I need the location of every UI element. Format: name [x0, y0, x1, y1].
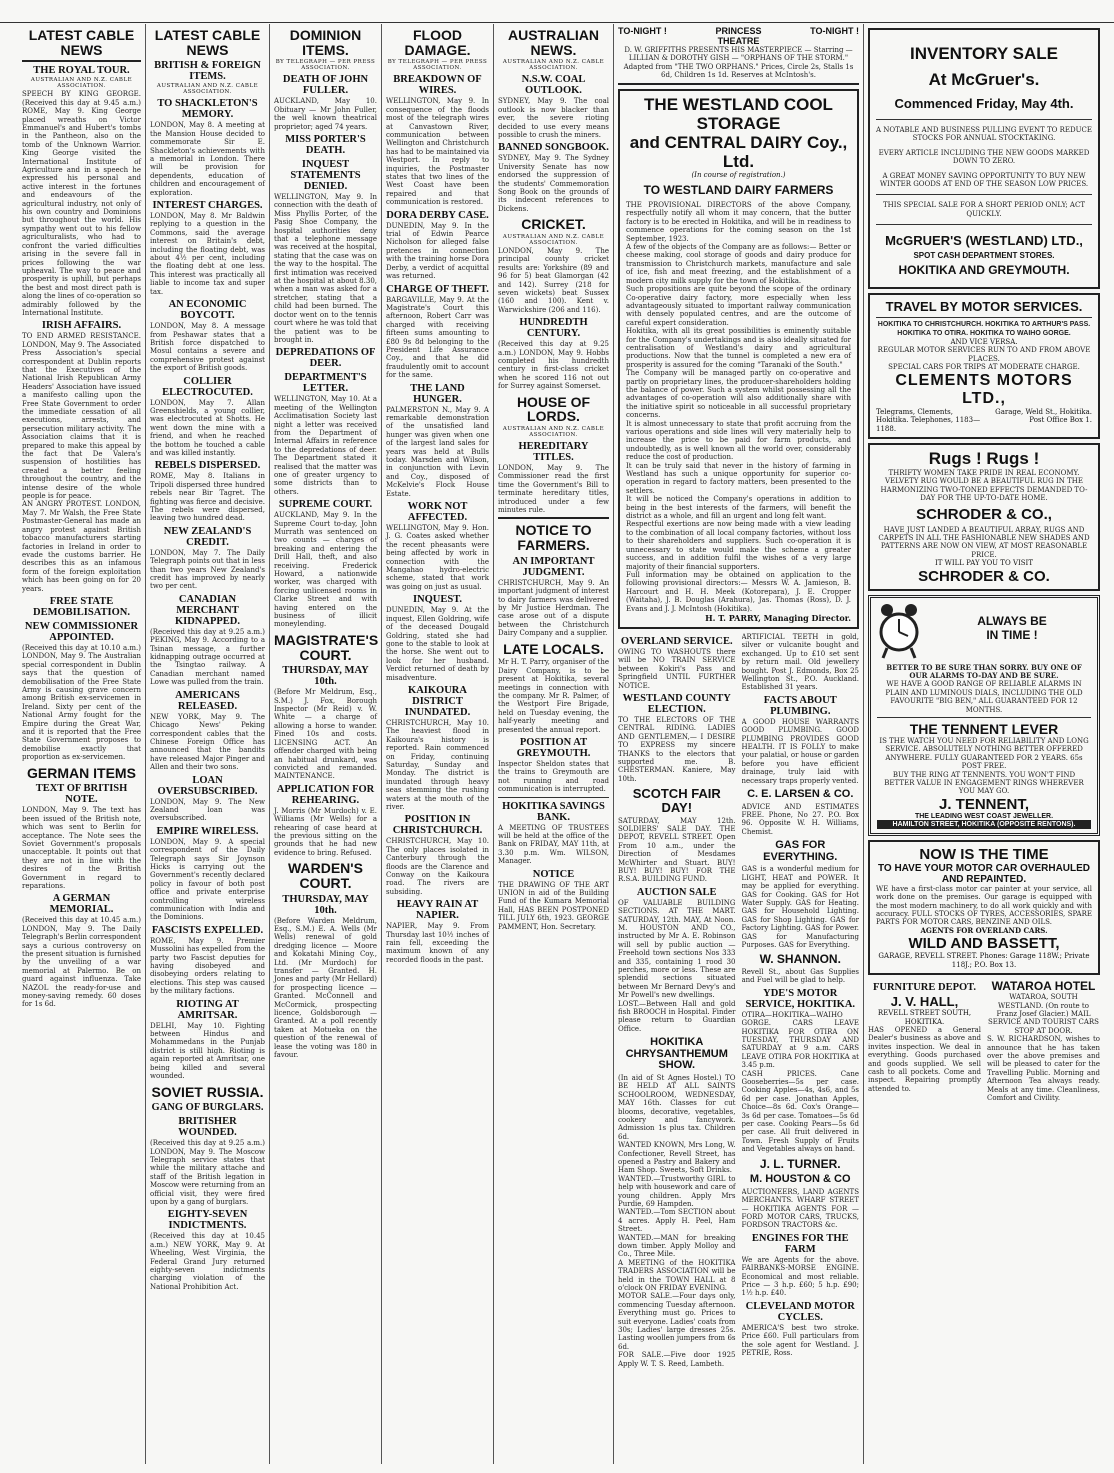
inventory-text: THIS SPECIAL SALE FOR A SHORT PERIOD ONLY; ACT QUICKLY. [882, 201, 1086, 218]
subheading: OVERLAND SERVICE. [620, 635, 733, 647]
travel-routes: HOKITIKA TO CHRISTCHURCH. HOKITIKA TO ARTHUR'S PASS. HOKITIKA TO OTIRA. HOKITIKA TO WAIHO GORGE. [877, 321, 1091, 337]
column-5 [494, 24, 614, 1464]
article-royal-tour: SPEECH BY KING GEORGE. (Received this day at 9.45 a.m.) ROME, May 9. King George placed wreaths on Victor Emmanuel's and Hubert's tombs in the Pantheon, also on the tomb of the Unknown Warrior. King George visited the International Institute of Agriculture and in a speech he expressed his personal and active interest in the fortunes and endeavours of the agricultural industry, not only of his own country and Dominions but throughout the world. His sympathy went out to his fellow agriculturalists, who had to confront the varied difficulties arising in the severe fall in prices following the war upheaval. The way to peace and prosperity is uphill, but perhaps the best and most direct path is along the lines of co-operation so admirably followed by the International Institute. [22, 90, 141, 317]
article: LONDON, May 8. A meeting at the Mansion House decided to commemorate Sir E. Shackleton's achievements with a memorial in London. There will be provision for dependents, education of children and encouragement of exploration. [150, 121, 265, 197]
article: NEW YORK, May 9. The Chicago News' Peking correspondent cables that the Chinese Foreign Office has announced that the bandits have released Major Pinger and Allen and their two sons. [150, 712, 265, 772]
subheading: ENGINES FOR THE FARM [751, 1232, 849, 1255]
notice: Revell St., about Gas Supplies and Fuel will be glad to help. [741, 967, 859, 985]
notice: AMERICA'S best two stroke. Price £60. Full particulars from the sole agent for Westland. J. PETRIE, Ross. [741, 1323, 859, 1358]
subheading: RIOTING AT AMRITSAR. [176, 998, 239, 1021]
rugs-title: Rugs ! Rugs ! [928, 448, 1040, 468]
column-1 [18, 24, 146, 1464]
article: (Received this day at 9.25 a.m.) LONDON, May 9. The Moscow Telegraph service states that while the military attache and staff of the British legation in Moscow were returning from an official visit, they were fired upon by a gang of burglars. [150, 1139, 265, 1207]
inventory-sale-title: INVENTORY SALE [910, 44, 1058, 63]
mcgruers-inventory-ad [868, 28, 1100, 289]
hall-text: HAS OPENED a General Dealer's business as above and invites inspection. We deal in everything. Goods purchased and goods supplied. We sell cash to all pockets. Come and inspect. Repairing promptly attended to. [868, 1025, 981, 1093]
subheading: TO SHACKLETON'S MEMORY. [157, 98, 258, 121]
now-is-the-time: NOW IS THE TIME [919, 845, 1049, 863]
article: CHRISTCHURCH, May 10. The only places isolated in Canterbury through the floods are the Clarence and Conway on the Kaikoura road. The rivers are subsiding. [386, 837, 489, 896]
agency-line: AUSTRALIAN AND N.Z. CABLE ASSOCIATION. [502, 426, 605, 438]
divider [876, 224, 1092, 225]
ad-para: Full information may be obtained on application to the following provisional directors:— Messrs W. A. Jamieson, B. Harcourt and H. H. Meek (Kotorepara), J. E. Cropper (Waitaha), J. B. Douglas (Arahura), Jas. Thomas (Ross), D. J. Evans and J. J. McIntosh (Hokitika). [626, 570, 851, 613]
subheading: APPLICATION FOR REHEARING. [276, 783, 375, 806]
tonight-left: TO-NIGHT ! [618, 26, 667, 36]
chrysanthemum-heading: HOKITIKA CHRYSANTHEMUM SHOW. [625, 1036, 728, 1072]
article: (Before Warden Meldrum, Esq., S.M.) E. A. Wells (Mr Wells) renewal of gold dredging licence — Moore and Kokatahi Mining Coy., Ltd. (Mr Murdoch) for transfer — Granted. H. Jones and party (Mr Hellard) for prospecting licence — Granted. McConnell and McCormick, prospecting licence, Goldsborough — Granted. At a poll recently taken at Motueka on the question of the renewal of lease the voting was 180 in favour. [274, 916, 377, 1060]
heading-dominion-items: DOMINION ITEMS. [289, 27, 362, 58]
heading-flood-damage: FLOOD DAMAGE. [404, 27, 471, 58]
article: Mr H. T. Parry, organiser of the Dairy Company, is to be present at Hokitika, several meetings in connection with the company. Mr R. Palmer, of the Westport Fire Brigade, held on Tuesday evening, the half-yearly meeting and presented the annual report. [498, 658, 609, 734]
subheading-free-state: FREE STATE DEMOBILISATION. [33, 595, 130, 618]
notice: CASH PRICES. Cane Gooseberries—5s per case. Cooking Apples—4s, 4s6, and 5s 6d per case. Jonathan Apples, Choice—8s 6d. Cox's Orange—3s 6d per case. Tomatoes—5s 6d per case. Cooking Pears—5s 6d per case. All fruit delivered in Town. Fresh Supply of Fruits and Vegetables always on hand. [741, 1069, 859, 1154]
travel-vice-versa: AND VICE VERSA. [950, 338, 1018, 347]
notice: OTIRA—HOKITIKA—WAIHO GORGE. CARS LEAVE HOKITIKA FOR OTIRA ON TUESDAY, THURSDAY AND SATURDAY at 9 a.m. CARS LEAVE OTIRA FOR HOKITIKA at 3.45 p.m. [741, 1010, 859, 1070]
article: (Before Mr Meldrum, Esq., S.M.) J. Fox, Borough Inspector (Mr Reid) v. W. White — a charge of allowing a horse to wander. Fined 10s and costs. LICENSING ACT. An offender charged with being an habitual drunkard, was convicted and remanded. MAINTENANCE. [274, 688, 377, 781]
heading-house-of-lords: HOUSE OF LORDS. [516, 393, 591, 425]
ad-para: Such propositions are quite beyond the scope of the ordinary Co-operative dairy factory, more especially when less advantageously situated to important railway communication with densely populated centres, and are the outcome of careful expert consideration. [626, 285, 851, 327]
heading-latest-cable-news: LATEST CABLE NEWS [28, 27, 135, 58]
ad-para: Hokitika, with all its great possibilities is eminently suitable for the Company's undertakings and is also ideally situated for centralisation of Westland's dairy and agricultural productions. Now that the tunnel is completed a new era of prosperity is assured for the coming "Taranaki of the South." [626, 327, 851, 369]
theatre-header [618, 26, 859, 46]
subheading: BRITISHER WOUNDED. [178, 1116, 237, 1139]
subheading: AUCTION SALE [636, 886, 717, 898]
schroder-name: SCHRODER & CO., [916, 505, 1052, 523]
subheading: HEAVY RAIN AT NAPIER. [396, 899, 479, 922]
hall-furniture-ad [868, 979, 981, 1102]
notice: WANTED.—Trustworthy GIRL to help with housework and care of young children. Apply Mrs Purdie, 69 Hampden. [618, 1174, 736, 1208]
theatre-ad: D. W. GRIFFITHS PRESENTS HIS MASTERPIECE — Starring — LILLIAN & DOROTHY GISH — "ORPHANS OF THE STORM." Adapted from "THE TWO ORPHANS." Prices, Circle 2s, Stalls 1s 6d, Children 1s 1d. Reserves at McIntosh's. [623, 46, 854, 80]
subheading: INQUEST STATEMENTS DENIED. [290, 159, 361, 192]
heading-latest-cable-news-2: LATEST CABLE NEWS [154, 27, 261, 58]
article: LONDON, May 9. The New Zealand loan was oversubscribed. [150, 797, 265, 823]
wataroa-name: WATAROA HOTEL [991, 979, 1096, 994]
notice: A MEETING of the HOKITIKA TRADERS ASSOCIATION will be held in the TOWN HALL at 8 o'clock ON FRIDAY EVENING. [618, 1258, 736, 1293]
subheading: NOTICE [532, 868, 575, 880]
article: SYDNEY, May 9. The coal outlook is now blacker than ever, the severe rioting decided to use every means possible to crush the miners. [498, 97, 609, 139]
subheading: YDE'S MOTOR SERVICE, HOKITIKA. [745, 987, 856, 1010]
subheading-irish-affairs: IRISH AFFAIRS. [41, 320, 122, 332]
notice: GAS is a wonderful medium for LIGHT, HEAT and POWER. It may be applied for everything. GAS for Cooking. GAS for Hot Water Supply. GAS for Heating. GAS for Household Lighting. GAS for Shop Lighting. GAS for Factory Lighting. GAS for Power. GAS for Manufacturing Purposes. GAS for Everything. [741, 865, 859, 949]
subheading: EIGHTY-SEVEN INDICTMENTS. [167, 1209, 248, 1232]
subheading: HUNDREDTH CENTURY. [519, 317, 588, 340]
notice: TO THE ELECTORS OF THE CENTRAL RIDING. LADIES AND GENTLEMEN,— I DESIRE TO EXPRESS my sincere THANKS to the electors that supported me. B. CHESTERMAN. Kaniere, May 10th. [618, 715, 736, 783]
subheading: MISS PORTER'S DEATH. [285, 134, 366, 156]
agency-line: AUSTRALIAN AND N.Z. CABLE ASSOCIATION. [156, 83, 259, 96]
article-free-state: (Received this day at 10.10 a.m.) LONDON, May 9. The Australian special correspondent in Dublin says that the question of demobilisation of the Free State Army is causing grave concern among British ex-servicemen in Ireland. Sixty per cent of the National Army fought for the Empire during the Great War, and it is reported that the Free State Government proposes to demobilise exactly that proportion as ex-servicemen. [22, 643, 141, 762]
column-2 [146, 24, 270, 1464]
article: ROME, May 8. Italians in Tripoli dispersed three hundred rebels near Bir Tagret. The fighting was fierce and decisive. The rebels were dispersed, leaving two hundred dead. [150, 472, 265, 523]
article: DUNEDIN, May 9. In the trial of Edwin Pearce Nicholson for alleged false pretences in connection with the training horse Dora Derby, a verdict of acquittal was returned. [386, 221, 489, 281]
divider [876, 194, 1092, 195]
article: AUCKLAND, May 10. Obituary — Mr John Fuller, the well known theatrical proprietor; aged 74 years. [274, 97, 377, 131]
notice: ADVICE AND ESTIMATES FREE. Phone, No 27. P.O. Box 96. Opposite W. H. Williams, Chemist. [741, 802, 859, 836]
agency-line: AUSTRALIAN AND N.Z. CABLE ASSOCIATION. [502, 59, 605, 72]
hall-address: REVELL STREET SOUTH, HOKITIKA. [877, 1009, 972, 1026]
inventory-text: A NOTABLE AND BUSINESS PULLING EVENT TO REDUCE STOCKS FOR ANNUAL STOCKTAKING. [876, 126, 1092, 143]
bottom-ads [868, 979, 1100, 1102]
westland-cool-storage-ad [618, 89, 859, 629]
page-header-strip [0, 0, 1114, 23]
notice: FOR SALE.—Five door 1925 Apply W. T. S. Reed, Lambeth. [618, 1351, 736, 1368]
clements-motors-ad [868, 293, 1100, 439]
tennent-jeweller-ad [868, 595, 1100, 836]
ad-signature: H. T. PARRY, Managing Director. [705, 612, 851, 623]
subheading: BREAKDOWN OF WIRES. [393, 74, 482, 97]
ad-para: It will be noticed the Company's operations in addition to being in the best interests of the farmers, will benefit the district as a whole, and fill an urgent and long felt want. [626, 495, 851, 521]
article: J. Morris (Mr Murdoch) v. E. Williams (Mr Wells) for a rehearing of case heard at the previous sitting on the grounds that he had new evidence to bring. Refused. [274, 806, 377, 857]
notice: A GOOD HOUSE WARRANTS GOOD PLUMBING. GOOD PLUMBING PROVIDES GOOD HEALTH. IT IS FOLLY to make your palatial, or house or garden before you have efficient drainage, truly laid with necessary traps properly vented. [741, 717, 859, 785]
subheading-german-memorial: A GERMAN MEMORIAL. [49, 893, 114, 916]
notice: A MEETING OF TRUSTEES will be held at the office of the Bank on FRIDAY, MAY 11th, at 3.30 p.m. Wm. WILSON, Manager. [498, 823, 609, 866]
column-3 [270, 24, 382, 1464]
ad-para: THE PROVISIONAL DIRECTORS of the above Company, respectfully notify all whom it may concern, that the butter factory is to be erected in Hokitika, and will be in readiness to commence operations for the coming season on the 1st September, 1923. [626, 201, 851, 243]
subheading: COLLIER ELECTROCUTED. [162, 375, 253, 398]
heading-soviet-russia: SOVIET RUSSIA. [151, 1083, 264, 1100]
agency-line: AUSTRALIAN AND N.Z. CABLE ASSOCIATION. [30, 77, 133, 90]
subheading: CANADIAN MERCHANT KIDNAPPED. [174, 593, 241, 627]
mcgruers-name: McGRUER'S (WESTLAND) LTD., [885, 233, 1083, 249]
column-6 [614, 24, 864, 1464]
alarm-heading [933, 602, 1091, 664]
wild-bassett-text: WE have a first-class motor car painter at your service, all work done on the premises. Our garage is equipped with the most modern machinery, to do all work quickly and with accuracy. FULL STOCKS OF TYRES, ACCESSORIES, SPARE PARTS FOR MOTOR CARS, BENZINE AND OILS. [876, 884, 1092, 927]
article: LONDON, May 7. Allan Greenshields, a young collier, was electrocuted at Shotts. He went down the mine with a friend, and when he reached the bottom he touched a cable and was killed instantly. [150, 398, 265, 457]
subheading: DORA DERBY CASE. [386, 209, 489, 221]
agency-line: AUSTRALIAN AND N.Z. CABLE ASSOCIATION. [502, 233, 605, 246]
subheading: AMERICANS RELEASED. [175, 689, 240, 712]
subheading: REBELS DISPERSED. [154, 460, 261, 472]
schroder-rugs-ad [868, 443, 1100, 591]
turner-heading: J. L. TURNER. [759, 1156, 841, 1171]
subheading: KAIKOURA DISTRICT INUNDATED. [404, 684, 471, 718]
article: Inspector Sheldon states that the trains to Greymouth are not running and road communication is interrupted. [498, 760, 609, 794]
clements-telegrams: Telegrams, Clements, Hokitika. Telephones, 1183—1188. [876, 407, 981, 433]
divider [877, 717, 1091, 718]
article: LONDON, May 7. The Daily Telegraph points out that in less than two years New Zealand's credit has improved by nearly two per cent. [150, 548, 265, 591]
article: LONDON, May 9. The principal county cricket results are: Yorkshire (89 and 96 for 5) beat Glamorgan (42 and 142). Surrey (218 for seven wickets) beat Sussex (160 and 100). Kent v. Warwickshire (206 and 116). [498, 246, 609, 314]
subheading-royal-tour: THE ROYAL TOUR. [33, 65, 130, 77]
subheading-british-foreign: BRITISH & FOREIGN ITEMS. [154, 60, 261, 83]
notice: MOTOR SALE.—Four days only, commencing Tuesday afternoon. Everything must go. Prices to suit everyone. Ladies' coats from 30s; Ladies' large dresses 25s. Lasting woollen jumpers from 6s 6d. [618, 1292, 736, 1351]
travel-text: SPECIAL CARS FOR TRIPS AT MODERATE CHARGE. [888, 363, 1080, 372]
article: BARGAVILLE, May 9. At the Magistrate's Court this afternoon, Robert Carr was charged with receiving fifteen sums amounting to £80 9s 8d belonging to the President Life Assurance Coy., and that he did fraudulently omit to account for the same. [386, 295, 489, 380]
larsen-heading: C. E. LARSEN & CO. [747, 788, 854, 801]
article: LONDON, May 8. Mr Baldwin replying to a question in the Commons, said the average interest on Britain's debt, including the floating debt, was about 4½ per cent, including the floating debt at one less. This interest was practically all liable to income tax and super tax. [150, 212, 265, 296]
ad-para: It is almost unnecessary to state that profit accruing from the various operations and side lines will very materially help to increase the price to be paid for farm products, and undoubtedly, as is well known all the world over, considerably reduce the cost of production. [626, 419, 851, 462]
article: CHRISTCHURCH, May 9. An important judgment of interest to dairy farmers was delivered by Mr Justice Herdman. The case arose out of a dispute between the Christchurch Dairy Company and a supplier. [498, 578, 609, 638]
subheading: WESTLAND COUNTY ELECTION. [622, 692, 731, 715]
divider [498, 797, 609, 798]
gas-heading: GAS FOR EVERYTHING. [763, 839, 838, 863]
classifieds-right [742, 633, 860, 1368]
clements-contact [876, 408, 1092, 433]
subheading: NEW ZEALAND'S CREDIT. [163, 525, 252, 548]
subheading: WORK NOT AFFECTED. [407, 501, 468, 524]
subheading: FURNITURE DEPOT. [872, 982, 977, 994]
wild-bassett-ad [868, 840, 1100, 975]
hall-name: J. V. HALL, [890, 994, 959, 1010]
subheading: N.S.W. COAL OUTLOOK. [521, 74, 586, 97]
wataroa-text: WATAROA, SOUTH WESTLAND. (On route to Franz Josef Glacier.) MAIL SERVICE AND TOURIST CARS STOP AT DOOR. [988, 993, 1099, 1035]
alarm-clock-illustration [877, 602, 927, 664]
subheading: THURSDAY, MAY 10th. [282, 665, 369, 688]
article: WELLINGTON, May 9. Hon. J. G. Coates asked whether the recent pheasants were being affected by work in connection with the Mangahao hydro-electric scheme, stated that work was going on just as usual. [386, 524, 489, 591]
overland-agents: AGENTS FOR OVERLAND CARS. [920, 925, 1048, 935]
ad-title: THE WESTLAND COOL STORAGE [644, 94, 833, 133]
tonight-right: TO-NIGHT ! [810, 26, 859, 36]
column-4 [382, 24, 494, 1464]
notice: We are Agents for the above. FAIRBANKS-MORSE ENGINE. Economical and most reliable. Price — 3 h.p. £60; 5 h.p. £90; 1½ h.p. £40. [741, 1255, 859, 1298]
tennent-tagline: THE LEADING WEST COAST JEWELLER. [914, 812, 1054, 820]
notice: WANTED.—MAN for breaking down timber. Apply Molloy and Co., Three Mile. [618, 1233, 736, 1259]
notice: AUCTIONEERS, LAND AGENTS MERCHANTS. WHARF STREET — HOKITIKA AGENTS FOR — FORD MOTOR CARS, TRUCKS, FORDSON TRACTORS &c. [741, 1187, 859, 1230]
article: SYDNEY, May 9. The Sydney University Senate has now endorsed the suppression of the students' Commemoration Song Book on the grounds of its indecent references to Dickens. [498, 154, 609, 213]
schroder-name-2: SCHRODER & CO. [918, 567, 1050, 585]
heading-wardens-court: WARDEN'S COURT. [288, 860, 363, 891]
divider [498, 517, 609, 519]
article: WELLINGTON, May 10. At a meeting of the Wellington Acclimatisation Society last night a letter was received from the Department of Internal Affairs in reference to the depredations of deer. The Department stated it realised that the matter was one of greater urgency to some districts than to others. [274, 395, 377, 496]
classifieds [618, 633, 859, 1368]
tennent-name: J. TENNENT, [938, 795, 1029, 813]
subheading: CLEVELAND MOTOR CYCLES. [745, 1300, 855, 1323]
subheading: GANG OF BURGLARS. [151, 1102, 264, 1114]
article: CHRISTCHURCH, May 10. The heaviest flood in Kaikoura's history is reported. Rain commenced on Friday, continuing Saturday, Sunday and Monday. The district is inundated through heavy seas stemming the rushing waters at the mouth of the river. [386, 718, 489, 811]
article: DELHI, May 10. Fighting between Hindus and Mohammedans in the Punjab district is still high. Rioting is again reported at Amritsar, one being killed and several wounded. [150, 1021, 265, 1081]
divider [22, 60, 141, 62]
subheading: HEREDITARY TITLES. [518, 441, 589, 463]
ad-heading: TO WESTLAND DAIRY FARMERS [643, 183, 834, 198]
tennent-lever-title: THE TENNENT LEVER [909, 721, 1059, 737]
mcgruers-location: HOKITIKA AND GREYMOUTH. [898, 263, 1070, 278]
article: NAPIER, May 9. From Thursday last 10½ inches of rain fell, exceeding the maximum known of any recorded floods in the past. [386, 922, 489, 964]
princess-theatre: PRINCESS THEATRE [715, 26, 762, 46]
tennent-address: HAMILTON STREET, HOKITIKA (OPPOSITE RENTONS). [877, 820, 1091, 829]
ad-para: It can be truly said that never in the history of farming in Westland has such a unique opportunity for superior co-operation in regard to factory matters, been presented to the settlers. [626, 461, 851, 495]
heading-late-locals: LATE LOCALS. [503, 640, 604, 657]
article: (Received this day at 10.45 a.m.) NEW YORK, May 9. At Wheeling, West Virginia, the Federal Grand Jury returned eighty-seven indictments charging violation of the National Prohibition Act. [150, 1232, 265, 1291]
article: WELLINGTON, May 9. In connection with the death of Miss Phyllis Porter, of the Pasig Shoe Company, the hospital authorities deny that a telephone message was received at the hospital, stating that the case was on the way to the hospital. The first intimation was received at the hospital at about 8.30, when a man was asked for a stretcher, stating that a child had been burned. The doctor went on to the tennis court where he was told that the patient was to be brought in. [274, 193, 377, 344]
inventory-text: A GREAT MONEY SAVING OPPORTUNITY TO BUY NEW WINTER GOODS AT END OF THE SEASON LOW PRICES. [879, 171, 1089, 189]
ad-note: (In course of registration.) [691, 170, 786, 179]
classifieds-left [618, 633, 736, 1368]
subheading: POSITION AT GREYMOUTH. [516, 737, 591, 759]
article: DUNEDIN, May 9. At the inquest, Ellen Goldring, wife of the deceased Dougald Goldring, stated she had gone to the stable to look at the horse. She went out to look for her husband. Verdict returned of death by misadventure. [386, 606, 489, 682]
wataroa-hotel-ad [987, 979, 1100, 1102]
heading-notice-to-farmers: NOTICE TO FARMERS. [515, 522, 592, 554]
notice: (In aid of St Agnes Hostel.) TO BE HELD AT ALL SAINTS SCHOOLROOM, WEDNESDAY, MAY 16th. Classes for cut blooms, decorative, vegetables, cookery and fancywork. Admission 1s plus tax. Children 6d. [618, 1073, 736, 1141]
heading-australian-news: AUSTRALIAN NEWS. [508, 27, 599, 58]
ad-para: A few of the objects of the Company are as follows:— Better or cheese making, cool storage of goods and dairy produce for transmission to Christchurch markets, manufacture and sale of ice, fish and meat freezing, and the establishment of a modern city milk supply for the town of Hokitika. [626, 243, 851, 285]
inventory-sale-date: Commenced Friday, May 4th. [894, 96, 1074, 111]
subheading: INTEREST CHARGES. [152, 200, 263, 212]
agency-line: BY TELEGRAPH — PER PRESS ASSOCIATION. [275, 59, 376, 72]
subheading: LOAN OVERSUBSCRIBED. [157, 774, 258, 797]
tennent-text: BUY THE RING AT TENNENTS. YOU WON'T FIND BETTER VALUE IN ENGAGEMENT RINGS WHEREVER YOU MAY GO. [884, 770, 1084, 796]
article-british-note: LONDON, May 9. The text has been issued of the British note, which was sent to Berlin for acceptance. The Note sees the Soviet Government's proposals unacceptable. It points out that they are not in line with the desires of the British Government in regard to reparations. [22, 806, 141, 890]
rugs-visit: IT WILL PAY YOU TO VISIT [935, 559, 1033, 568]
subheading: THURSDAY, MAY 10th. [282, 893, 369, 916]
notice: OWING TO WASHOUTS there will be NO TRAIN SERVICE between Kokiri's Pass and Springfield UNTIL FURTHER NOTICE. [618, 647, 736, 690]
article: (Received this day at 9.25 a.m.) LONDON, May 9. Hobbs completed his hundredth century in first-class cricket when he scored 116 not out for Surrey against Somerset. [498, 340, 609, 391]
always-be: ALWAYS BE [977, 613, 1047, 628]
divider [876, 317, 1092, 318]
heading-german-items: GERMAN ITEMS [27, 764, 136, 781]
notice: SATURDAY, MAY 12th. SOLDIERS' SALE DAY. THE DEPOT, REVELL STREET. Open From 10 a.m., under the Direction of Mesdames McWhirter and Stuart. BUY! BUY! BUY! BUY! FOR THE R.S.A. BUILDING FUND. [618, 816, 736, 884]
article: AUCKLAND, May 9. In the Supreme Court to-day, John Murrath was sentenced on two counts — charges of breaking and entering the Drill Hall, theft, and also receiving. Frederick Howard, a nationwide worker, was charged with forcing unlicensed rooms in Clarke Street and with having entered on the business of illicit moneylending. [274, 511, 377, 629]
subheading: DEPREDATIONS OF DEER. [275, 347, 376, 370]
in-time: IN TIME ! [986, 627, 1038, 642]
ad-title-2: and CENTRAL DAIRY Coy., Ltd. [629, 132, 848, 171]
subheading: CHARGE OF THEFT. [386, 283, 489, 295]
alarm-row [877, 602, 1091, 664]
rugs-text: HAVE JUST LANDED A BEAUTIFUL ARRAY, RUGS AND CARPETS IN ALL THE FASHIONABLE NEW SHADES AND PATTERNS ARE NOW ON VIEW, AT MOST REASONABLE PRICE. [878, 525, 1090, 559]
alarm-text: BETTER TO BE SURE THAN SORRY. BUY ONE OF OUR ALARMS TO-DAY AND BE SURE. [886, 662, 1082, 680]
subheading: INQUEST. [412, 594, 463, 606]
subheading: DEPARTMENT'S LETTER. [284, 372, 367, 395]
subheading-british-note: TEXT OF BRITISH NOTE. [35, 783, 128, 806]
subheading: BANNED SONGBOOK. [498, 142, 609, 154]
article: PALMERSTON N., May 9. A remarkable demonstration of the unsatisfied land hunger was given when one of the largest land sales for years was held at Bulls today. Marsden and Wilson, in conjunction with Levin and Coy., disposed of McKelvie's Flock House Estate. [386, 405, 489, 498]
alarm-clock-icon [877, 602, 921, 660]
subheading: FASCISTS EXPELLED. [151, 924, 264, 936]
subheading: DEATH OF JOHN FULLER. [282, 74, 369, 97]
clements-name: CLEMENTS MOTORS LTD., [895, 371, 1073, 407]
subheading: SUPREME COURT. [278, 499, 373, 511]
wild-bassett-name: WILD AND BASSETT, [908, 935, 1060, 953]
travel-text: REGULAR MOTOR SERVICES RUN TO AND FROM ABOVE PLACES. [877, 346, 1091, 363]
article: LONDON, May 9. A special correspondent of the Daily Telegraph says Sir Joynson Hicks is carrying out the Government's recently declared policy in favour of both post office and private enterprise controlling wireless communication with India and the Dominions. [150, 837, 265, 922]
column-7 [864, 24, 1104, 1464]
tennent-text: IS THE WATCH YOU NEED FOR RELIABILITY AND LONG SERVICE. ABSOLUTELY NOTHING BETTER OFFERED ANYWHERE. FULLY GUARANTEED FOR 2 YEARS. 65s POST FREE. [879, 737, 1089, 771]
notice: WANTED KNOWN, Mrs Long, W. Confectioner, Revell Street, has opened a Pastry and Bakery and Ham Shop. Sweets, Soft Drinks. [618, 1141, 736, 1175]
article-german-memorial: (Received this day at 10.45 a.m.) LONDON, May 9. The Daily Telegraph's Berlin correspondent says a curious controversy on the present situation is furnished by the unveiling of a war memorial at Palermo. Be on guard against influenza. Take NAZOL the ready-for-use and money-saving remedy. 60 doses for 1s 6d. [22, 916, 141, 1009]
houston-heading: M. HOUSTON & CO [749, 1173, 851, 1186]
subheading: AN IMPORTANT JUDGMENT. [512, 555, 595, 578]
article: LONDON, May 8. A message from Peshawar states that a British force dispatched to Mosul contains a severe and comprehensive protest against the export of British goods. [150, 322, 265, 373]
subheading-commissioner: NEW COMMISSIONER APPOINTED. [24, 620, 139, 643]
rugs-text: THRIFTY WOMEN TAKE PRIDE IN REAL ECONOMY. VELVETY RUG WOULD BE A BEAUTIFUL RUG IN THE HARMONIZING TWO-TONED EFFECTS DEMANDED TO-DAY FOR THE UP-TO-DATE HOME. [880, 468, 1088, 503]
article: LONDON, May 9. The Commissioner read the first time the Government's Bill to terminate hereditary titles, introduced under a few minutes rule. [498, 464, 609, 515]
wild-bassett-phones: GARAGE, REVELL STREET. Phones: Garage 118W.; Private 118J.; P.O. Box 13. [878, 952, 1090, 969]
alarm-text: WE HAVE A GOOD RANGE OF RELIABLE ALARMS IN PLAIN AND LUMINOUS DIALS, INCLUDING THE OLD FAVOURITE "BIG BEN," ALL GUARANTEED FOR 12 MONTHS. [885, 680, 1083, 714]
notice: LOST.—Between Hall and gold fish BROOCH in Hospital. Finder please return to Guardian Office. [618, 999, 736, 1033]
subheading: AN ECONOMIC BOYCOTT. [168, 299, 247, 322]
article: ROME, May 9. Premier Mussolini has expelled from the party two Fascist deputies for having disobeyed and disobeying orders relating to elections. This step was caused by the military factions. [150, 936, 265, 996]
article: (Received this day at 9.25 a.m.) PEKING, May 9. According to a Tsinan message, a further kidnapping outrage occurred at the Tsingtao railway. A Canadian merchant named Lowe was pulled from the train. [150, 627, 265, 687]
notice: OF VALUABLE BUILDING SECTIONS. AT THE MART. SATURDAY, 12th. MAY, At Noon. M. HOUSTON AND CO., instructed by Mr A. E. Robinson will sell by public auction — Freehold town sections Nos 333 and 335, containing 1 rood 30 perches, more or less. These are splendid sections situated between Mr Bernard Devy's and Mr Powell's new dwellings. [618, 898, 736, 1000]
subheading: EMPIRE WIRELESS. [156, 825, 259, 837]
agency-line: BY TELEGRAPH — PER PRESS ASSOCIATION. [387, 59, 488, 72]
mcgruers-tagline: SPOT CASH DEPARTMENT STORES. [913, 251, 1055, 261]
subheading: FACTS ABOUT PLUMBING. [763, 694, 837, 717]
subheading: POSITION IN CHRISTCHURCH. [392, 814, 483, 837]
article-irish-affairs: TO END ARMED RESISTANCE. LONDON, May 9. The Associated Press Association's special correspondent at Dublin reports that the Executives of the National Irish Republican Army Headers' Association have issued a manifesto calling upon the Free State Government to order the immediate cessation of all executions, arrests, and persecution military activity. The Association claims that it is prepared to make this appeal by the fact that De Valera's suspension of hostilities has created a better feeling throughout the country, and the intense desire of the whole people is for peace. [22, 332, 141, 501]
travel-heading: TRAVEL BY MOTOR SERVICES. [885, 299, 1083, 315]
heading-magistrates-court: MAGISTRATE'S COURT. [274, 631, 379, 663]
ad-para: Respectful exertions are now being made with a view leading to the combination of all local company factories, without loss to their shareholders and suppliers. Such co-operation it is unnecessary to state would make the scheme a greater success, and in addition fulfil the wishes of a very large majority of their financial supporters. [626, 520, 851, 571]
divider [876, 119, 1092, 120]
overhaul-heading: TO HAVE YOUR MOTOR CAR OVERHAULED AND REPAINTED. [877, 862, 1091, 885]
notice: THE DRAWING OF THE ART UNION in aid of the Building Fund of the Kumara Memorial Hall, HAS BEEN POSTPONED TILL JULY 6th, 1923. GEORGE PAMMENT, Hon. Secretary. [498, 880, 609, 931]
clements-garage: Garage, Weld St., Hokitika. Post Office Box 1. [995, 407, 1092, 425]
heading-cricket: CRICKET. [521, 216, 586, 233]
inventory-sale-sub: At McGruer's. [928, 70, 1040, 89]
wataroa-text: S. W. RICHARDSON, wishes to announce that he has taken over the above premises and will be pleased to cater for the Travelling Public. Morning and Afternoon Tea always ready. Meals at any time. Cleanliness, Comfort and Civility. [987, 1035, 1100, 1102]
shannon-heading: W. SHANNON. [759, 952, 841, 967]
ad-para: The Company will be managed partly on co-operative and partly on proprietary lines, the producer-shareholders holding the balance of power. Such a system whilst possessing all the advantages of co-operation will also additionally share with the initiative spirit so noticeable in all successful proprietary concerns. [626, 369, 851, 420]
subheading: THE LAND HUNGER. [410, 382, 465, 405]
scotch-fair-heading: SCOTCH FAIR DAY! [632, 786, 721, 815]
notice: ARTIFICIAL TEETH in gold, silver or vulcanite bought and exchanged. Up to £10 set sent by return mail. Old jewellery bought. Post J. Edmonds, Box 25 Wellington St., P.O. Auckland. Established 31 years. [741, 632, 859, 692]
article: WELLINGTON, May 9. In consequence of the floods most of the telegraph wires at Canvastown River, communication between Wellington and Christchurch has had to be maintained via Westport. In reply to inquiries, the Postmaster states that two lines of the West Coast have been repaired and that communication is restored. [386, 97, 489, 207]
article-angry-protest: AN ANGRY PROTEST. LONDON, May 7. Mr Walsh, the Free State Postmaster-General has made an angry protest against British tobacco manufacturers starting factories in Ireland in order to evade the customs barrier. He describes this as an infamous form of the foreign exploitation which has been going on for 20 years. [22, 500, 141, 593]
notice: WANTED.—Tom SECTION about 4 acres. Apply H. Peel, Ham Street. [618, 1208, 736, 1234]
divider [618, 83, 859, 85]
inventory-text: EVERY ARTICLE INCLUDING THE NEW GOODS MARKED DOWN TO ZERO. [878, 148, 1090, 166]
subheading: HOKITIKA SAVINGS BANK. [502, 800, 605, 823]
